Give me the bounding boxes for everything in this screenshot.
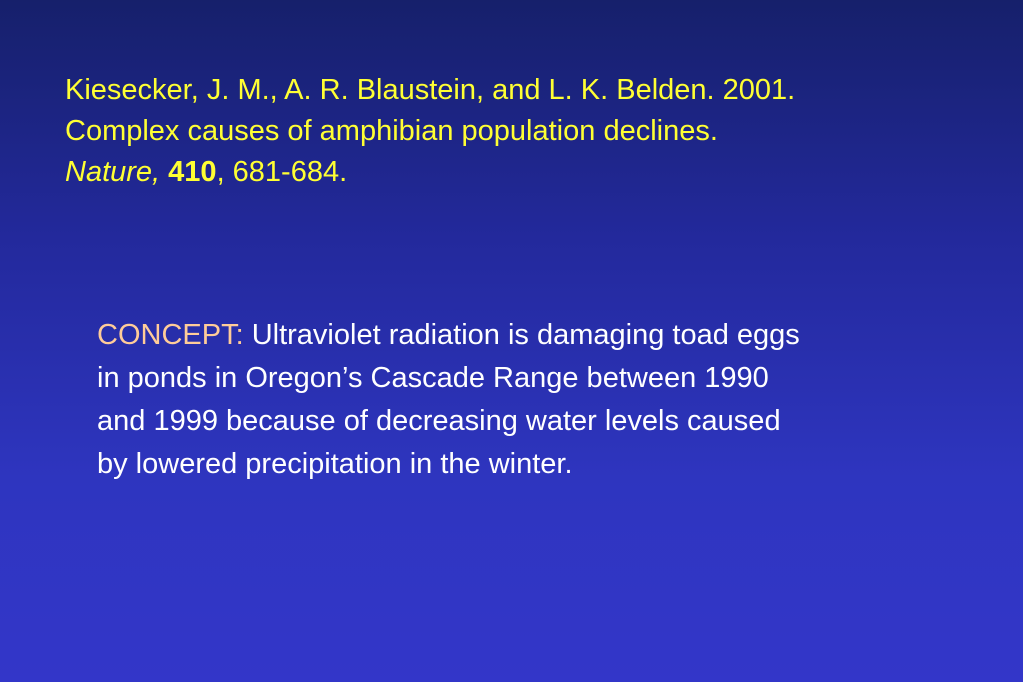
concept-text-1: Ultraviolet radiation is damaging toad eggs: [251, 319, 800, 351]
citation-block: [65, 70, 1005, 193]
citation-pages: , 681-684.: [216, 156, 348, 188]
concept-line-2: in ponds in Oregon’s Cascade Range between 1990: [97, 362, 769, 394]
citation-source-line: [65, 152, 1005, 193]
citation-title-line: Complex causes of amphibian population declines.: [65, 115, 718, 147]
citation-volume: 410: [168, 156, 217, 188]
concept-line-4: by lowered precipitation in the winter.: [97, 448, 573, 480]
concept-label: CONCEPT:: [97, 319, 244, 351]
concept-line-3: and 1999 because of decreasing water levels caused: [97, 405, 781, 437]
citation-journal: Nature,: [65, 156, 161, 188]
concept-block: [97, 314, 977, 486]
citation-authors-line: Kiesecker, J. M., A. R. Blaustein, and L. K. Belden. 2001.: [65, 74, 796, 106]
concept-line-1: [97, 314, 977, 357]
